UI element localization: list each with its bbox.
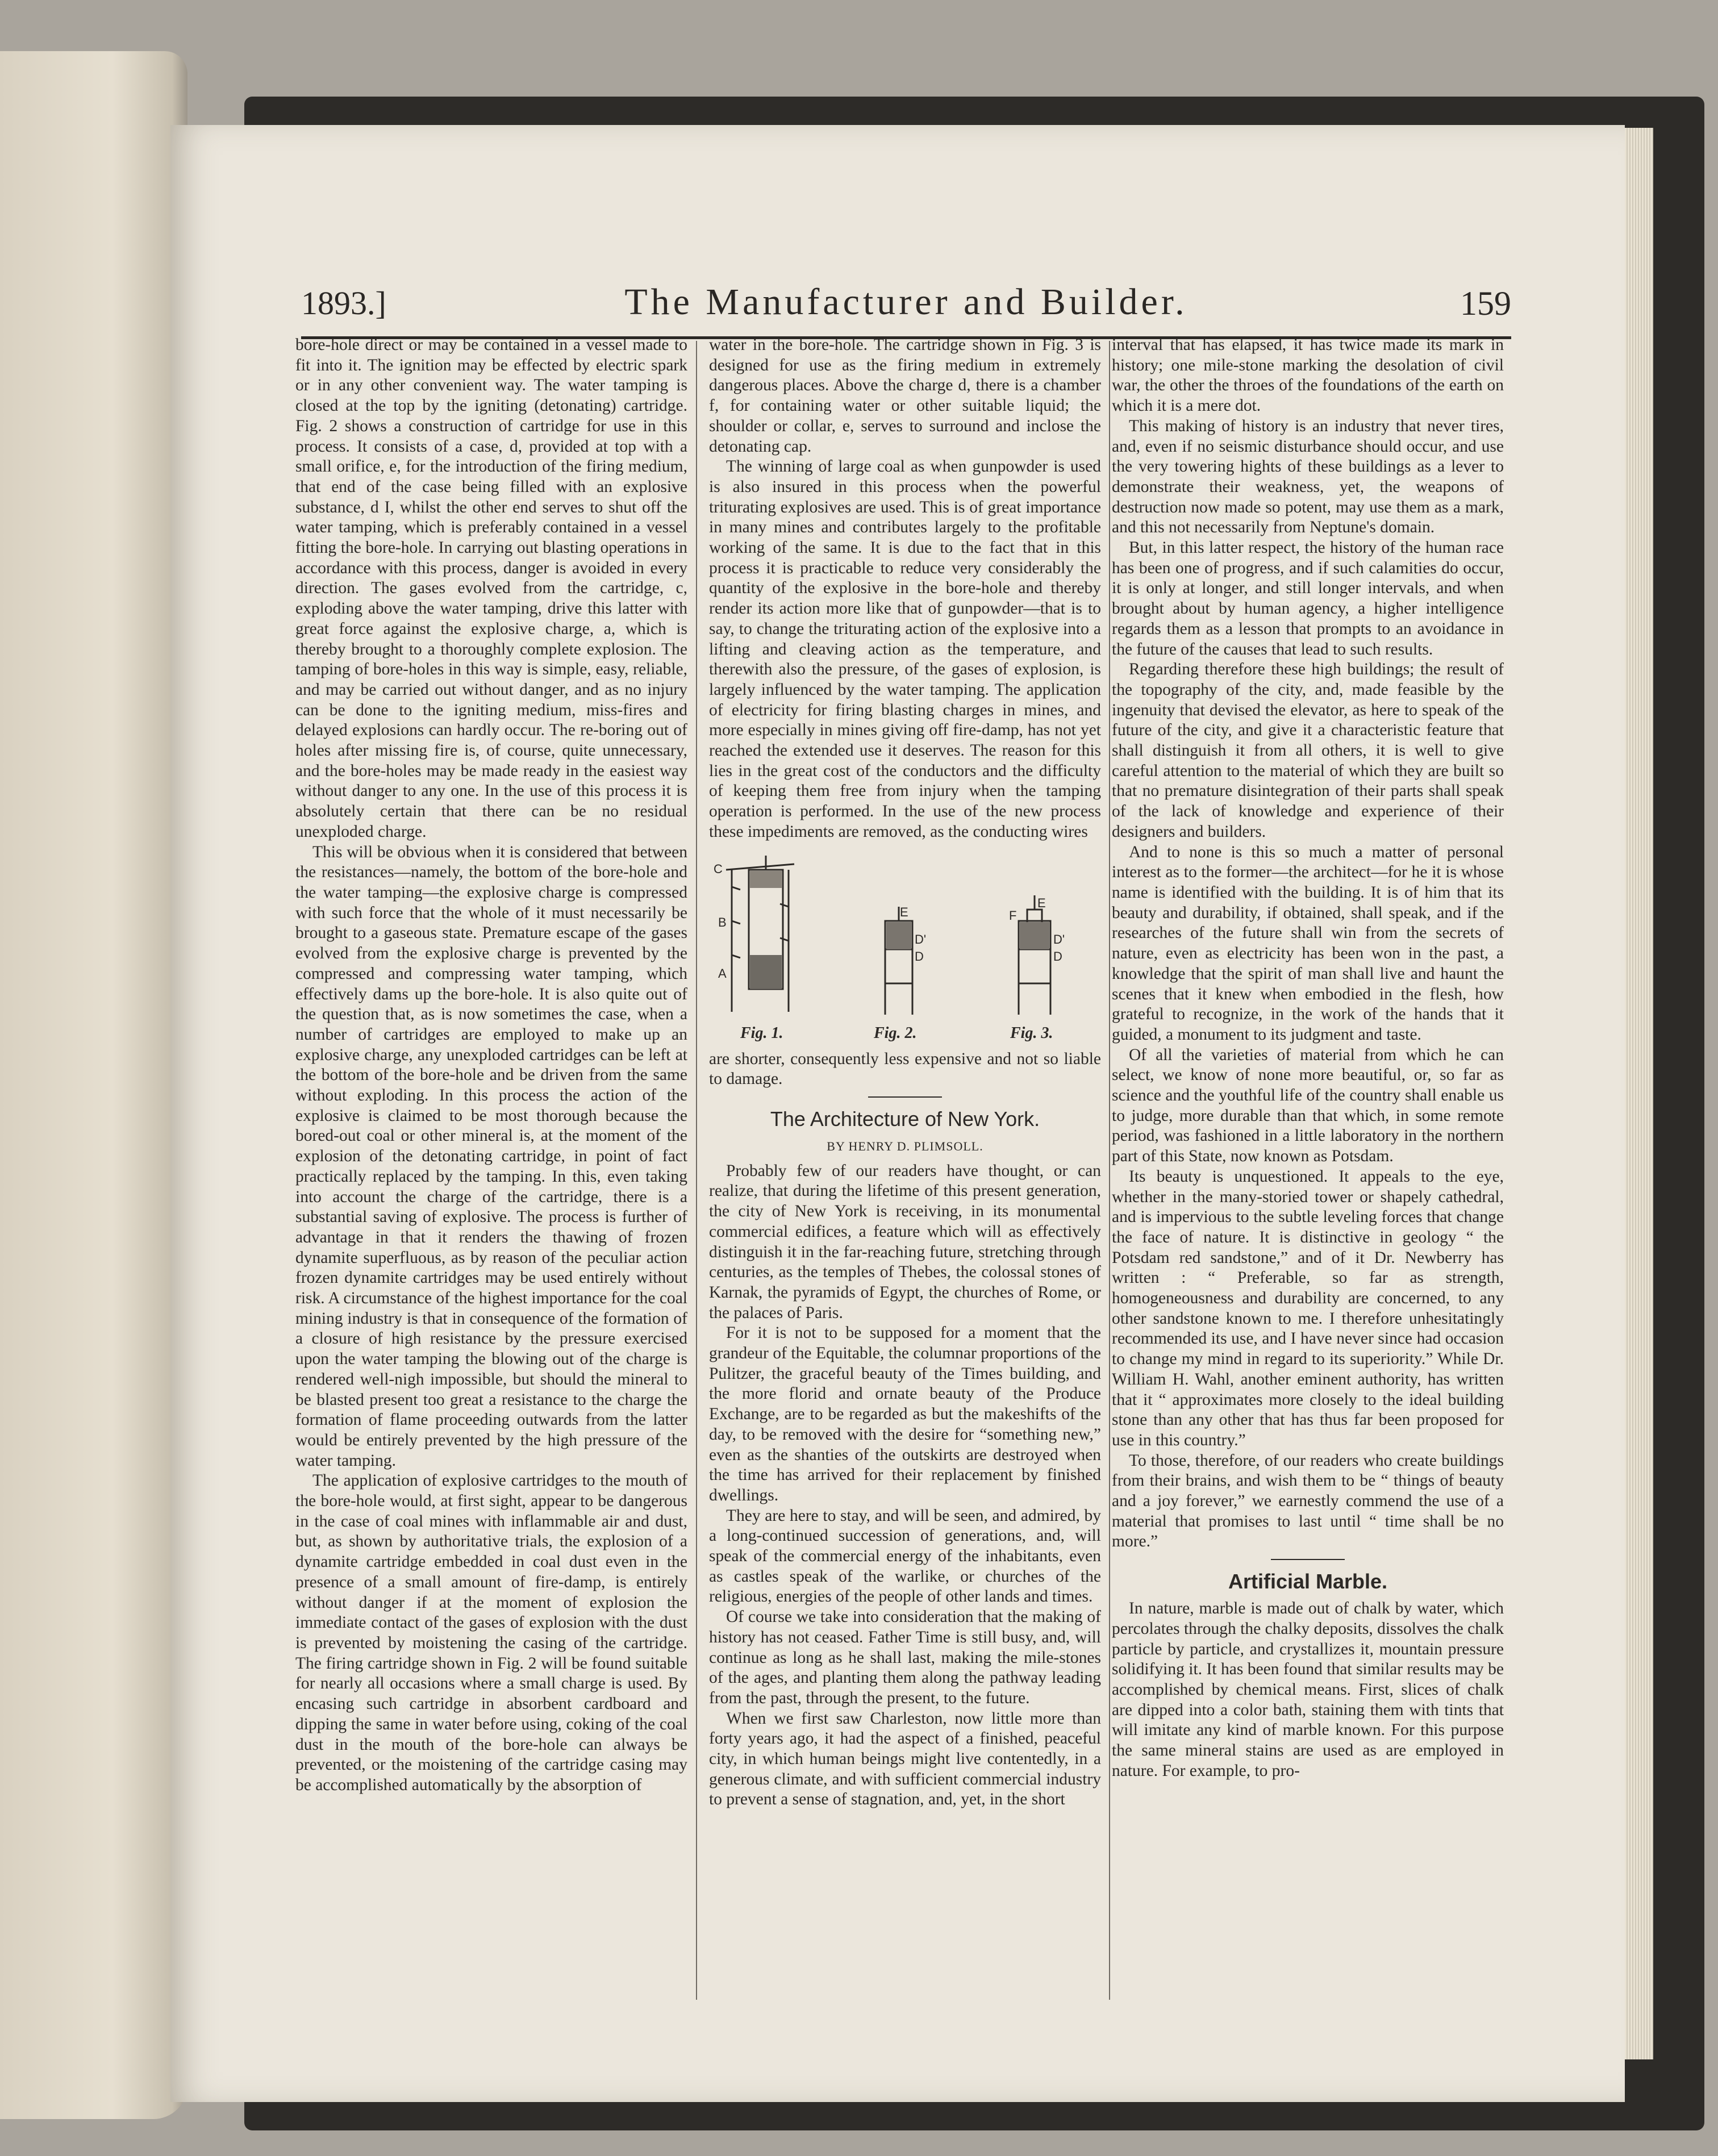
charge-shading: [1020, 922, 1049, 949]
paragraph: And to none is this so much a matter of personal interest as to the former—the architect—for he it is whose name is identified with the building. It is of him that its beauty and durability, if obtained, shall speak, and if the researches of the future shall win from the secrets of nature, even as electricity has been won in the past, a knowledge that the spirit of man shall live and haunt the scenes that it knew when embodied in the flesh, how grateful to recognize, in the work of the hands that it guided, a monument to its judgment and taste.: [1112, 843, 1504, 1044]
fig-label-b: B: [718, 915, 727, 929]
paragraph: Probably few of our readers have thought, or can realize, that during the lifetime of this present generation, the city of New York is receiving, in its monumental commercial edifices, a feature which will as effectively distinguish it in the far-reaching future, stretching through centuries, as the temples of Thebes, the colossal stones of Karnak, the pyramids of Egypt, the churches of Rome, or the palaces of Paris.: [709, 1161, 1101, 1322]
column-2: [709, 335, 1101, 2017]
journal-page: [170, 125, 1625, 2102]
paragraph: are shorter, consequently less expensive and not so liable to damage.: [709, 1049, 1101, 1089]
charge-shading: [750, 955, 782, 989]
fig-label-c: C: [714, 861, 723, 876]
column-divider: [696, 341, 697, 2000]
journal-title: The Manufacturer and Builder.: [624, 281, 1188, 323]
fig-3-caption: Fig. 3.: [1010, 1024, 1053, 1042]
column-divider: [1109, 341, 1110, 2000]
facing-page: [0, 51, 187, 2119]
paragraph: The application of explosive cartridges to the mouth of the bore-hole would, at first sight, appear to be dangerous in the case of coal mines with inflammable air and dust, but, as shown by authoritative trials, the explosion of a dynamite cartridge embedded in coal dust even in the presence of a small amount of fire-damp, is entirely without danger if at the moment of explosion the immediate contact of the gases of explosion with the dust is prevented by moistening the casing of the cartridge. The firing cartridge shown in Fig. 2 will be found suitable for nearly all occasions where a small charge is used. By encasing such cartridge in absorbent cardboard and dipping the same in water before using, coking of the coal dust in the mouth of the bore-hole can always be prevented, or the moistening of the cartridge casing may be accomplished automatically by the absorption of: [295, 1471, 687, 1794]
fig-label-d: D: [1053, 949, 1062, 964]
charge-shading: [886, 922, 911, 949]
paragraph: This making of history is an industry that never tires, and, even if no seismic disturbance should occur, and use the very towering hights of these buildings as a lever to demonstrate their weakness, yet, the weapons of destruction now made so potent, may use them as a mark, and this not necessarily from Neptune's domain.: [1112, 416, 1504, 537]
fig-2-caption: Fig. 2.: [874, 1024, 917, 1042]
paragraph: bore-hole direct or may be contained in a vessel made to fit into it. The ignition may be effected by electric spark or in any other convenient way. The water tamping is closed at the top by the igniting (detonating) cartridge. Fig. 2 shows a construction of cartridge for use in this process. It consists of a case, d, provided at top with a small orifice, e, for the introduction of the firing medium, that end of the case being filled with an explosive substance, d I, whilst the other end serves to shut off the water tamping, which is preferably contained in a vessel fitting the bore-hole. In carrying out blasting operations in accordance with this process, danger is avoided in every direction. The gases evolved from the cartridge, c, exploding above the water tamping, drive this latter with great force against the explosive charge, a, which is thereby brought to a thoroughly complete explosion. The tamping of bore-holes in this way is simple, easy, reliable, and may be carried out without danger, and as no injury can be done to the igniting medium, miss-fires and delayed explosions can hardly occur. The re-boring out of holes after missing fire is, of course, quite unnecessary, and the bore-holes may be made ready in the easiest way without danger to any one. In the use of this process it is absolutely certain that there can be no residual unexploded charge.: [295, 336, 687, 841]
fig-label-d: D: [915, 949, 924, 964]
paragraph: The winning of large coal as when gunpowder is used is also insured in this process when the powerful triturating explosives are used. This is of great importance in many mines and contributes largely to the profitable working of the same. It is due to the fact that in this process it is practicable to reduce very considerably the quantity of the explosive in the bore-hole and thereby render its action more like that of gunpowder—that is to say, to change the triturating action of the explosive into a lifting and cleaving action as the temperature, and therewith also the pressure, of the gases of explosion, is largely influenced by the water tamping. The application of electricity for firing blasting charges in mines, and more especially in mines giving off fire-damp, has not yet reached the extended use it deserves. The reason for this lies in the great cost of the conductors and the difficulty of keeping them free from injury when the tamping operation is performed. In the use of the new process these impediments are removed, as the conducting wires: [709, 457, 1101, 841]
paragraph: To those, therefore, of our readers who create buildings from their brains, and wish them to be “ things of beauty and a joy forever,” we earnestly commend the use of a material that promises to last until “ time shall be no more.”: [1112, 1451, 1504, 1551]
paragraph: interval that has elapsed, it has twice made its mark in history; one mile-stone marking the desolation of civil war, the other the throes of the foundations of the earth on which it is a mere dot.: [1112, 336, 1504, 415]
fig-label-e: E: [900, 904, 908, 919]
fig-1-caption: Fig. 1.: [740, 1024, 783, 1042]
paragraph: In nature, marble is made out of chalk by water, which percolates through the chalky deposits, dissolves the chalk particle by particle, and crystallizes it, mountain pressure solidifying it. It has been found that similar results may be accomplished by chemical means. First, slices of chalk are dipped into a color bath, staining them with tints that will imitate any kind of marble known. For this purpose the same mineral stains are used as are employed in nature. For example, to pro-: [1112, 1599, 1504, 1780]
fig-label-d-prime: D': [1053, 932, 1065, 946]
fig-label-f: F: [1009, 908, 1017, 923]
column-1: [295, 335, 687, 2017]
fig-label-e: E: [1037, 895, 1046, 910]
cartridge-diagrams: [709, 853, 1101, 1023]
column-3: [1112, 335, 1504, 2017]
paragraph: This will be obvious when it is considered that between the resistances—namely, the bottom of the bore-hole and the water tamping—the explosive charge is compressed with such force that the whole of it must necessarily be brought to a gaseous state. Premature escape of the gases evolved from the explosive charge is prevented by the compressed and compressing water tamping, which effectively dams up the bore-hole. It is also quite out of the question that, as is now sometimes the case, when a number of cartridges are employed to make up an explosive charge, any unexploded cartridges can be left at the bottom of the bore-hole and be driven from the same without exploding. In this process the action of the explosive is claimed to be most thorough because the bored-out coal or other mineral is, at the moment of the explosion of the detonating cartridge, in point of fact practically replaced by the tamping. In this, even taking into account the charge of the cartridge, there is a substantial saving of explosive. The process is further of advantage in that it renders the thawing of frozen dynamite superfluous, as by reason of the peculiar action frozen dynamite cartridges may be used entirely without risk. A circumstance of the highest importance for the coal mining industry is that in consequence of the formation of a closure of high resistance by the pressure exercised upon the water tamping the blowing out of the charge is rendered well-nigh impossible, but should the mineral to be blasted present too great a resistance to the charge the formation of flame proceeding outwards from the latter would be entirely prevented by the high pressure of the water tamping.: [295, 843, 687, 1470]
section-rule: [868, 1096, 942, 1098]
paragraph: They are here to stay, and will be seen, and admired, by a long-continued succession of generations, and, will speak of the commercial energy of the inhabitants, even as castles speak of the warlike, or churches of the religious, energies of the people of other lands and times.: [709, 1506, 1101, 1606]
figure-cartridges: [709, 853, 1101, 1046]
header-year: 1893.]: [301, 285, 386, 322]
running-head: [301, 273, 1511, 341]
page-number: 159: [1460, 285, 1511, 322]
article-title: Artificial Marble.: [1228, 1570, 1388, 1594]
paragraph: Its beauty is unquestioned. It appeals to the eye, whether in the many-storied tower or shapely cathedral, and is impervious to the subtle leveling forces that change the face of nature. It is distinctive in geology “ the Potsdam red sandstone,” and of it Dr. Newberry has written : “ Preferable, so far as strength, homogeneousness and durability are concerned, to any other sandstone known to me. I therefore unhesitatingly recommended its use, and I have never since had occasion to change my mind in regard to its superiority.” While Dr. William H. Wahl, another eminent authority, has written that it “ approximates more closely to the ideal building stone than any other that has thus far been proposed for use in this country.”: [1112, 1167, 1504, 1449]
paragraph: Of course we take into consideration that the making of history has not ceased. Father Time is still busy, and, will continue as long as he shall last, making the mile-stones of the ages, and planting them along the pathway leading from the past, through the present, to the future.: [709, 1608, 1101, 1707]
paragraph: But, in this latter respect, the history of the human race has been one of progress, and if such calamities do occur, it is only at longer, and still longer intervals, and when brought about by human agency, a higher intelligence regards them as a lesson that prompts to an avoidance in the future of the causes that lead to such results.: [1112, 539, 1504, 658]
article-byline: BY HENRY D. PLIMSOLL.: [827, 1139, 983, 1153]
fig-label-d-prime: D': [915, 932, 927, 946]
paragraph: Regarding therefore these high buildings; the result of the topography of the city, and, made feasible by the ingenuity that devised the elevator, as here to speak of the future of the city, and give it a characteristic feature that shall distinguish it from all others, it is well to give careful attention to the material of which they are built so that no premature disintegration of their parts shall speak of the lack of knowledge and experience of their designers and builders.: [1112, 660, 1504, 841]
fig-label-a: A: [718, 966, 727, 981]
paragraph: For it is not to be supposed for a moment that the grandeur of the Equitable, the columnar proportions of the Pulitzer, the graceful beauty of the Times building, and the more florid and ornate beauty of the Produce Exchange, are to be regarded as but the makeshifts of the day, to be removed with the desire for “something new,” even as the shanties of the outskirts are destroyed when the time has arrived for their replacement by finished dwellings.: [709, 1324, 1101, 1504]
section-rule: [1271, 1559, 1345, 1560]
cap-shading: [750, 871, 782, 888]
paragraph: Of all the varieties of material from which he can select, we know of none more beautiful, or, so far as science and the youthful life of the country shall enable us to judge, more durable than that which, in some remote period, was fashioned in a little laboratory in the northern part of this State, now known as Potsdam.: [1112, 1045, 1504, 1166]
paragraph: When we first saw Charleston, now little more than forty years ago, it had the aspect of a finished, peaceful city, in which human beings might live contentedly, in a generous climate, and with sufficient commercial industry to prevent a sense of stagnation, and, yet, in the short: [709, 1709, 1101, 1809]
paragraph: water in the bore-hole. The cartridge shown in Fig. 3 is designed for use as the firing medium in extremely dangerous places. Above the charge d, there is a chamber f, for containing water or other suitable liquid; the shoulder or collar, e, serves to surround and inclose the detonating cap.: [709, 336, 1101, 456]
article-title: The Architecture of New York.: [770, 1107, 1040, 1131]
